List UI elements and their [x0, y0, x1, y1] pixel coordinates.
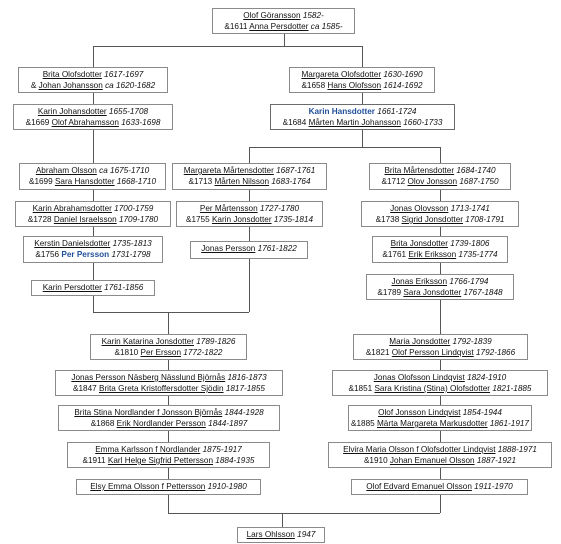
marriage-prefix: &1755 [185, 215, 212, 224]
person-link[interactable]: Hans Olofsson [327, 81, 382, 90]
person-link[interactable]: Jonas Eriksson [391, 277, 448, 286]
person-box [55, 370, 283, 396]
person-dates: 1772-1822 [183, 348, 223, 357]
person-dates: 1910-1980 [207, 482, 247, 491]
person-link[interactable]: Sara Jonsdotter [403, 288, 462, 297]
person-link[interactable]: Abraham Olsson [35, 166, 97, 175]
person-box [15, 201, 171, 227]
connector [440, 300, 441, 334]
person-box [190, 241, 308, 259]
connector [440, 360, 441, 370]
person-link[interactable]: Karl Helge Sigfrid Pettersson [107, 456, 214, 465]
person-box [58, 405, 280, 431]
person-dates: 1700-1759 [114, 204, 154, 213]
person-dates: 1789-1826 [196, 337, 236, 346]
person-dates: 1655-1708 [108, 107, 149, 116]
person-link[interactable]: Märta Margareta Markusdotter [376, 419, 488, 428]
person-dates: 1735-1813 [112, 239, 152, 248]
person-link[interactable]: Karin Abrahamsdotter [32, 204, 112, 213]
person-dates: 1735-1774 [458, 250, 498, 259]
connector [249, 227, 250, 241]
marriage-prefix: &1699 [28, 177, 55, 186]
connector [168, 513, 440, 514]
person-link[interactable]: Jonas Olovsson [390, 204, 449, 213]
person-link[interactable]: Elsy Emma Olsson f Pettersson [90, 482, 206, 491]
connector [168, 468, 169, 479]
person-dates: 1630-1690 [383, 70, 423, 79]
person-link[interactable]: Olof Persson Lindqvist [391, 348, 474, 357]
person-link[interactable]: Karin Katarina Jonsdotter [101, 337, 194, 346]
person-dates: 1661-1724 [377, 107, 417, 116]
marriage-prefix: &1756 [35, 250, 62, 259]
person-dates: 1821-1885 [492, 384, 532, 393]
connector [440, 227, 441, 236]
person-box [67, 442, 270, 468]
connector [93, 263, 94, 280]
person-dates: 1854-1944 [462, 408, 502, 417]
person-link[interactable]: Brita Stina Nordlander f Jonsson Björnås [74, 408, 223, 417]
connector [168, 396, 169, 405]
person-link[interactable]: Karin Johansdotter [37, 107, 107, 116]
person-dates: 1713-1741 [450, 204, 490, 213]
person-dates: 1761-1856 [104, 283, 144, 292]
person-dates: 1582- [302, 11, 324, 20]
person-dates: 1844-1897 [208, 419, 248, 428]
connector [440, 494, 441, 513]
person-link[interactable]: Karin Jonsdotter [211, 215, 272, 224]
person-box [76, 479, 261, 495]
connector [249, 190, 250, 201]
connector [168, 360, 169, 370]
marriage-prefix: &1713 [188, 177, 215, 186]
marriage-prefix: &1821 [365, 348, 392, 357]
person-box [361, 201, 519, 227]
person-box [270, 104, 455, 130]
connector [168, 494, 169, 513]
person-link[interactable]: Jonas Olofsson Lindqvist [373, 373, 465, 382]
connector [249, 147, 250, 163]
connector [249, 147, 440, 148]
person-dates: 1735-1814 [273, 215, 313, 224]
person-dates: 1687-1750 [459, 177, 499, 186]
person-dates: 1817-1855 [225, 384, 265, 393]
person-box [353, 334, 528, 360]
marriage-prefix: &1789 [377, 288, 404, 297]
connector [168, 312, 169, 334]
person-dates: 1884-1935 [215, 456, 255, 465]
marriage-prefix: &1885 [351, 419, 377, 428]
person-link[interactable]: Johan Emanuel Olsson [389, 456, 475, 465]
person-dates: 1687-1761 [276, 166, 316, 175]
person-box [19, 163, 166, 190]
marriage-prefix: &1911 [82, 456, 108, 465]
person-dates: 1767-1848 [463, 288, 503, 297]
marriage-prefix: &1669 [25, 118, 52, 127]
marriage-prefix: &1868 [90, 419, 117, 428]
person-dates: ca 1585- [310, 22, 343, 31]
person-box [18, 67, 168, 93]
person-box [372, 236, 508, 263]
person-dates: 1816-1873 [227, 373, 267, 382]
person-link[interactable]: Olov Jonsson [407, 177, 458, 186]
person-link[interactable]: Per Ersson [140, 348, 181, 357]
person-link[interactable]: Brita Mårtensdotter [384, 166, 455, 175]
connector [284, 34, 285, 46]
person-dates: 1824-1910 [467, 373, 507, 382]
person-dates: 1660-1733 [403, 118, 443, 127]
person-dates: 1888-1971 [497, 445, 537, 454]
person-link[interactable]: Sara Kristina (Stina) Olofsdotter [374, 384, 491, 393]
person-highlight[interactable]: Per Persson [61, 250, 110, 259]
marriage-prefix: &1847 [73, 384, 99, 393]
person-dates: ca 1620-1682 [105, 81, 156, 90]
person-link[interactable]: Olof Göransson [243, 11, 301, 20]
person-box [332, 370, 548, 396]
person-link[interactable]: Brita Olofsdotter [42, 70, 102, 79]
connector [440, 431, 441, 442]
person-dates: 1947 [297, 530, 316, 539]
person-box [23, 236, 163, 263]
person-link[interactable]: Jonas Persson Näsberg Nässlund Björnås [71, 373, 226, 382]
person-box [369, 163, 511, 190]
person-link[interactable]: Mårten Martin Johansson [308, 118, 401, 127]
person-link[interactable]: Kerstin Danielsdotter [34, 239, 111, 248]
connector [282, 513, 283, 527]
person-link[interactable]: Margareta Olofsdotter [301, 70, 382, 79]
person-box [31, 280, 155, 296]
person-link[interactable]: Brita Greta Kristoffersdotter Sjödin [98, 384, 224, 393]
person-box [366, 274, 514, 300]
person-dates: 1684-1740 [456, 166, 496, 175]
marriage-prefix: &1810 [114, 348, 141, 357]
marriage-prefix: &1851 [348, 384, 375, 393]
person-link[interactable]: Jonas Persson [201, 244, 256, 253]
person-dates: 1861-1917 [489, 419, 529, 428]
person-dates: 1617-1697 [104, 70, 144, 79]
person-link[interactable]: Emma Karlsson f Nordlander [95, 445, 201, 454]
person-link[interactable]: Sara Hansdotter [54, 177, 115, 186]
person-dates: 1668-1710 [116, 177, 156, 186]
person-link[interactable]: Daniel Israelsson [53, 215, 117, 224]
person-dates: ca 1675-1710 [99, 166, 150, 175]
person-link[interactable]: Maria Jonsdotter [389, 337, 451, 346]
person-link[interactable]: Erik Nordlander Persson [116, 419, 206, 428]
marriage-prefix: &1910 [363, 456, 390, 465]
person-box [351, 479, 528, 495]
person-box [237, 527, 325, 543]
connector [362, 130, 363, 147]
marriage-prefix: &1738 [375, 215, 402, 224]
person-dates: 1709-1780 [118, 215, 159, 224]
person-dates: 1633-1698 [121, 118, 161, 127]
person-box [90, 334, 247, 360]
person-dates: 1844-1928 [224, 408, 264, 417]
person-dates: 1887-1921 [476, 456, 517, 465]
person-link[interactable]: Lars Ohlsson [246, 530, 295, 539]
person-dates: 1792-1866 [476, 348, 516, 357]
person-dates: 1911-1970 [474, 482, 513, 491]
connector [362, 93, 363, 104]
person-dates: 1766-1794 [449, 277, 489, 286]
person-box [212, 8, 355, 34]
person-box [172, 163, 327, 190]
marriage-prefix: &1712 [381, 177, 408, 186]
connector [440, 396, 441, 405]
person-link[interactable]: Johan Johansson [38, 81, 103, 90]
marriage-prefix: & [30, 81, 39, 90]
person-link[interactable]: Karin Persdotter [42, 283, 102, 292]
person-highlight[interactable]: Karin Hansdotter [308, 107, 375, 116]
person-link[interactable]: Mårten Nilsson [214, 177, 270, 186]
connector [93, 227, 94, 236]
connector [93, 93, 94, 104]
marriage-prefix: &1684 [282, 118, 309, 127]
person-link[interactable]: Brita Jonsdotter [390, 239, 448, 248]
person-box [328, 442, 552, 468]
person-link[interactable]: Olof Abrahamsson [51, 118, 119, 127]
marriage-prefix: &1761 [382, 250, 409, 259]
person-link[interactable]: Margareta Mårtensdotter [183, 166, 274, 175]
person-link[interactable]: Per Mårtensson [199, 204, 258, 213]
person-link[interactable]: Olof Edvard Emanuel Olsson [366, 482, 472, 491]
marriage-prefix: &1658 [301, 81, 328, 90]
connector [440, 147, 441, 163]
person-dates: 1708-1791 [465, 215, 505, 224]
person-dates: 1739-1806 [450, 239, 490, 248]
person-link[interactable]: Erik Eriksson [408, 250, 457, 259]
person-box [348, 405, 532, 431]
person-dates: 1731-1798 [111, 250, 151, 259]
person-box [289, 67, 435, 93]
connector [249, 259, 250, 312]
connector [440, 468, 441, 479]
connector [93, 130, 94, 163]
person-dates: 1761-1822 [257, 244, 297, 253]
connector [168, 431, 169, 442]
person-link[interactable]: Elvira Maria Olsson f Olofsdotter Lindqvist [343, 445, 496, 454]
person-dates: 1614-1692 [383, 81, 423, 90]
person-dates: 1792-1839 [452, 337, 492, 346]
connector [362, 46, 363, 67]
connector [93, 296, 94, 312]
person-link[interactable]: Olof Jonsson Lindqvist [378, 408, 461, 417]
marriage-prefix: &1728 [27, 215, 54, 224]
person-link[interactable]: Sigrid Jonsdotter [401, 215, 463, 224]
connector [93, 312, 249, 313]
connector [93, 46, 94, 67]
connector [440, 190, 441, 201]
person-dates: 1727-1780 [259, 204, 300, 213]
connector [440, 263, 441, 274]
connector [93, 190, 94, 201]
person-link[interactable]: Anna Persdotter [249, 22, 309, 31]
person-box [13, 104, 173, 130]
marriage-prefix: &1611 [224, 22, 250, 31]
connector [93, 46, 363, 47]
person-box [176, 201, 323, 227]
person-dates: 1683-1764 [271, 177, 311, 186]
person-dates: 1875-1917 [202, 445, 242, 454]
